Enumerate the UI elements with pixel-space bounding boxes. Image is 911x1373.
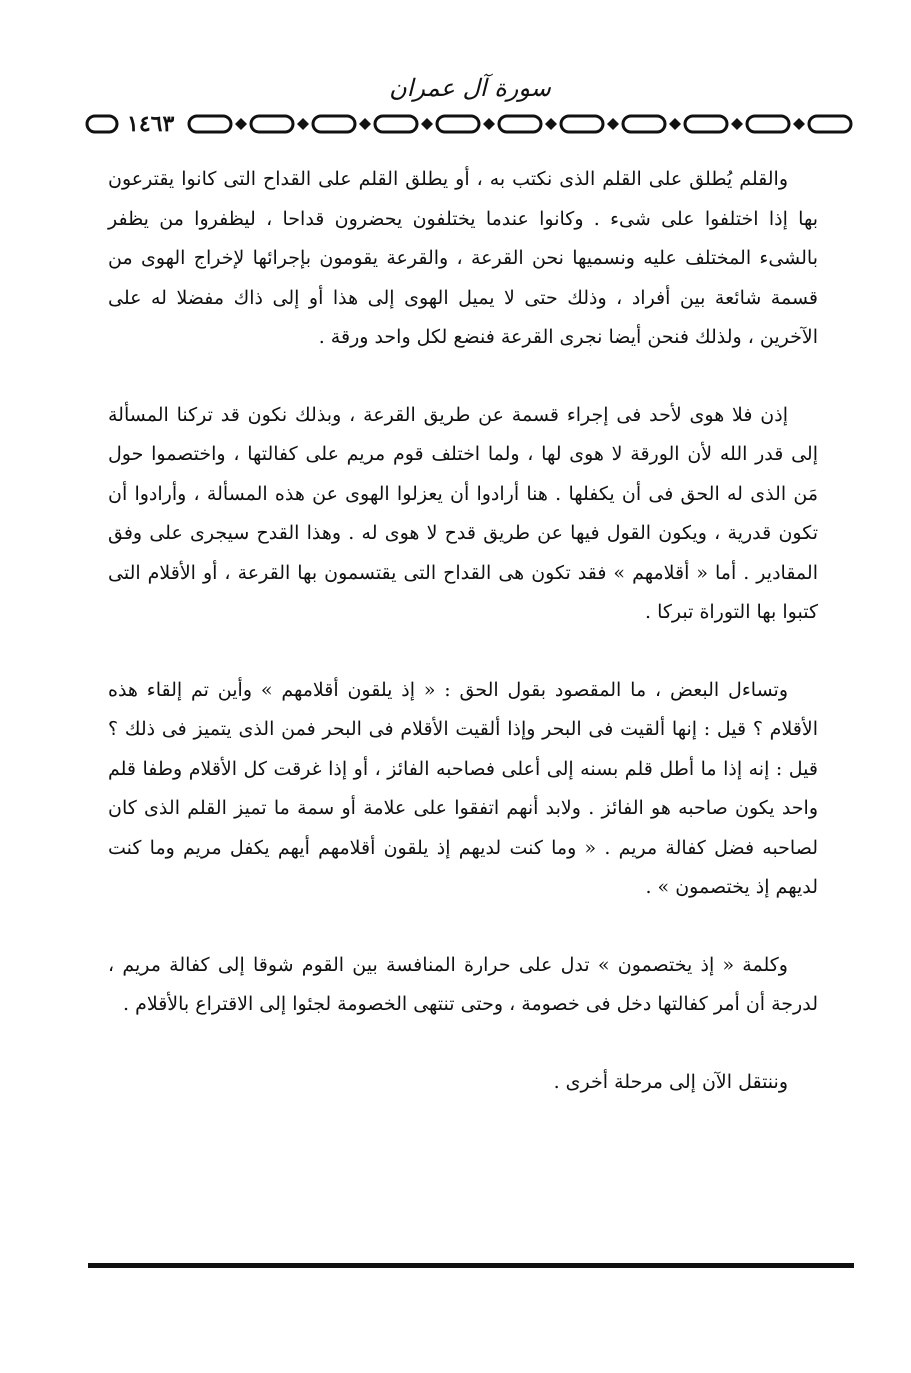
closing-line: وننتقل الآن إلى مرحلة أخرى .: [553, 1070, 788, 1093]
paragraph: وكلمة « إذ يختصمون » تدل على حرارة المنافسة بين القوم شوقا إلى كفالة مريم ، لدرجة أن أمر كفالتها دخل فى خصومة ، وحتى تنتهى الخصومة لجئوا إلى الاقتراع بالأقلام .: [108, 953, 818, 1015]
body-text: [108, 160, 818, 1102]
paragraph: والقلم يُطلق على القلم الذى نكتب به ، أو يطلق القلم على القداح التى كانوا يقترعون بها إذا اختلفوا على شىء . وكانوا عندما يختلفون يحضرون قداحا ، ليظفروا من يظفر بالشىء المختلف عليه ونسميها نحن القرعة ، والقرعة يقومون بإجرائها لإخراج الهوى من قسمة شائعة بين أفراد ، وذلك حتى لا يميل الهوى إلى هذا أو إلى ذاك مفضلا له على الآخرين ، ولذلك فنحن أيضا نجرى القرعة فنضع لكل واحد ورقة .: [108, 168, 818, 348]
ornament-diamonds: [235, 118, 805, 130]
footer-rule: [88, 1263, 854, 1268]
paragraph: إذن فلا هوى لأحد فى إجراء قسمة عن طريق القرعة ، وبذلك نكون قد تركنا المسألة إلى قدر الله لأن الورقة لا هوى لها ، ولما اختلف قوم مريم على كفالتها ، واختصموا حول مَن الذى له الحق فى أن يكفلها . هنا أرادوا أن يعزلوا الهوى عن هذه المسألة ، وأرادوا أن تكون قدرية ، ويكون القول فيها عن طريق قدح لا هوى له . وهذا القدح سيجرى على وفق المقادير . أما « أقلامهم » فقد تكون هى القداح التى يقتسمون بها القرعة ، أو الأقلام التى كتبوا بها التوراة تبركا .: [108, 403, 818, 623]
paragraph: وتساءل البعض ، ما المقصود بقول الحق : « إذ يلقون أقلامهم » وأين تم إلقاء هذه الأقلام ؟ قيل : إنها ألقيت فى البحر وإذا ألقيت الأقلام فى البحر فمن الذى يتميز فى ذلك ؟ قيل : إنه إذا ما أطل قلم بسنه إلى أعلى فصاحبه الفائز ، أو إذا غرقت كل الأقلام وطفا قلم واحد يكون صاحبه هو الفائز . ولابد أنهم اتفقوا على علامة أو سمة ما تميز القلم الذى كان لصاحبه فضل كفالة مريم . « وما كنت لديهم إذ يلقون أقلامهم أيهم يكفل مريم وما كنت لديهم إذ يختصمون » .: [108, 678, 818, 898]
surah-title: سورة آل عمران: [389, 74, 551, 102]
ornamental-border: [85, 108, 855, 140]
page-header: [85, 70, 855, 140]
page-number: ١٤٦٣: [123, 108, 178, 140]
